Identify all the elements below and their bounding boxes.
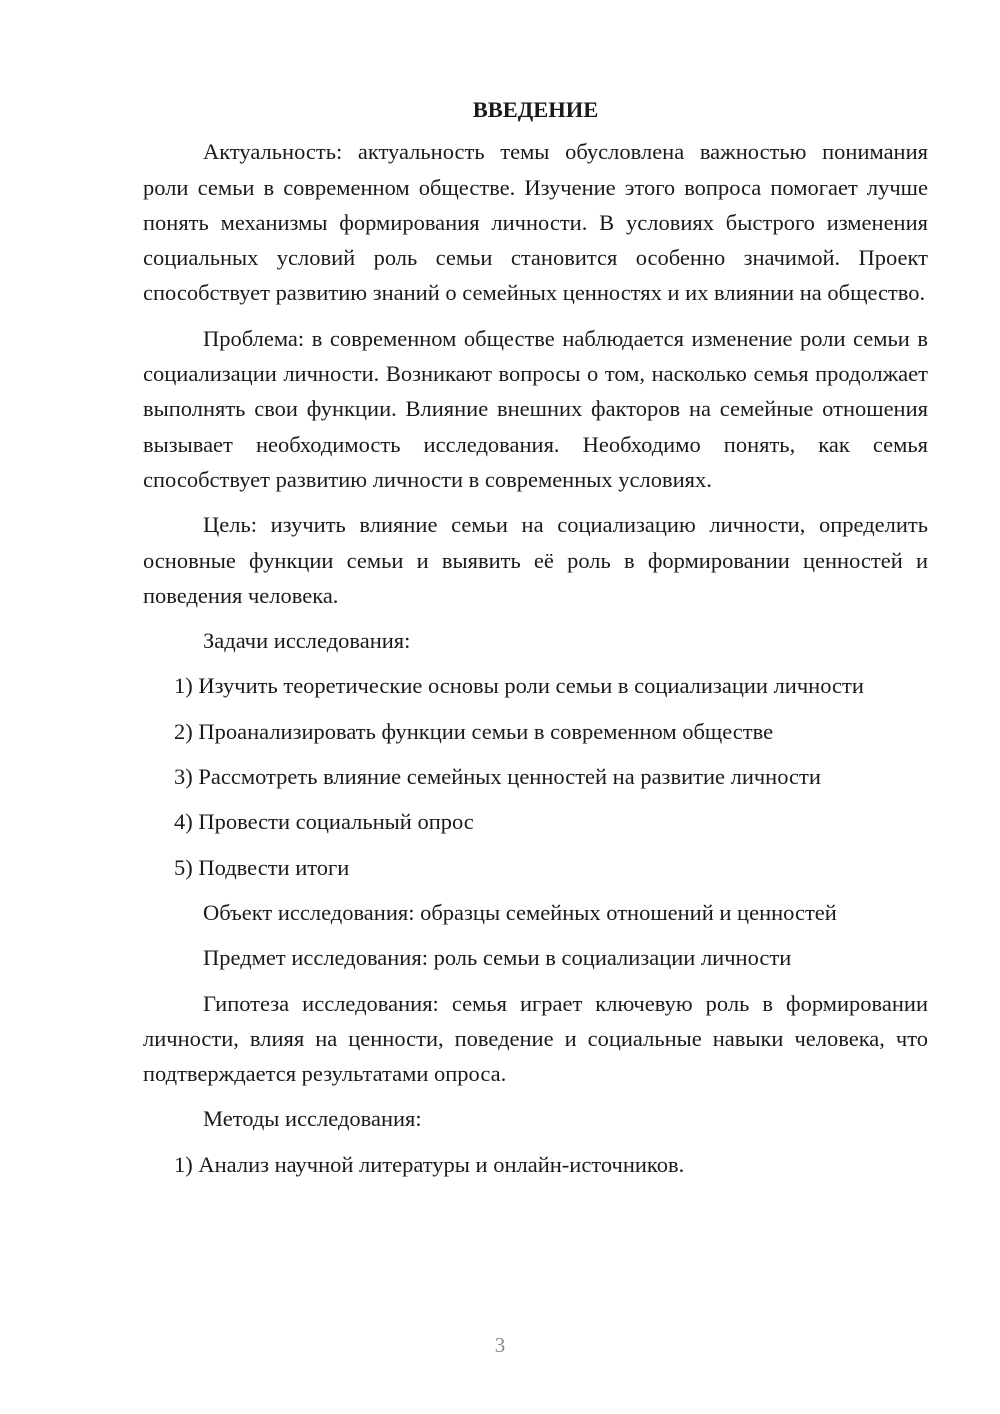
page-title: ВВЕДЕНИЕ bbox=[472, 97, 599, 122]
page-number: 3 bbox=[494, 1333, 506, 1357]
problem-paragraph: Проблема: в современном обществе наблюдается изменение роли семьи в социализации личности. Возникают вопросы о том, насколько семья продолжает выполнять свои функции. Влияние внешних факторов на семейные отношения вызывает необходимость исследования. Необходимо понять, как семья способствует развитию личности в современных условиях. bbox=[143, 325, 928, 492]
relevance-paragraph: Актуальность: актуальность темы обусловлена важностью понимания роли семьи в современном обществе. Изучение этого вопроса помогает лучше понять механизмы формирования личности. В условиях быстрого изменения социальных условий роль семьи становится особенно значимой. Проект способствует развитию знаний о семейных ценностях и их влиянии на общество. bbox=[143, 139, 928, 306]
goal-paragraph: Цель: изучить влияние семьи на социализацию личности, определить основные функции семьи и выявить её роль в формировании ценностей и поведения человека. bbox=[143, 512, 928, 608]
task-item: 3) Рассмотреть влияние семейных ценностей на развитие личности bbox=[174, 764, 821, 790]
object-line: Объект исследования: образцы семейных отношений и ценностей bbox=[203, 899, 837, 925]
task-item: 4) Провести социальный опрос bbox=[174, 809, 474, 835]
hypothesis-paragraph: Гипотеза исследования: семья играет ключевую роль в формировании личности, влияя на ценности, поведение и социальные навыки человека, что подтверждается результатами опроса. bbox=[143, 990, 928, 1087]
task-item: 2) Проанализировать функции семьи в современном обществе bbox=[174, 718, 774, 744]
task-item: 5) Подвести итоги bbox=[174, 854, 350, 880]
methods-heading: Методы исследования: bbox=[203, 1106, 422, 1132]
document-page bbox=[143, 92, 928, 1192]
subject-line: Предмет исследования: роль семьи в социализации личности bbox=[203, 945, 792, 971]
tasks-heading: Задачи исследования: bbox=[203, 628, 411, 654]
task-item: 1) Изучить теоретические основы роли семьи в социализации личности bbox=[174, 673, 864, 699]
method-item: 1) Анализ научной литературы и онлайн-источников. bbox=[174, 1151, 685, 1177]
